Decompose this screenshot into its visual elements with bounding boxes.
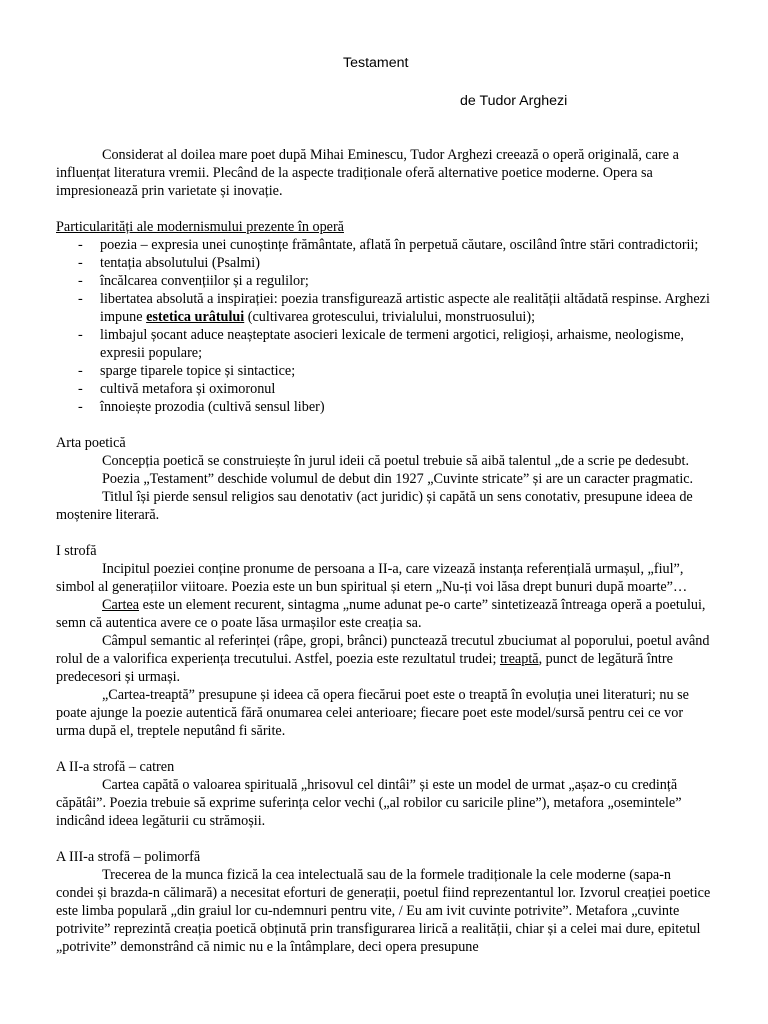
list-item: - poezia – expresia unei cunoștințe frământate, aflată în perpetuă căutare, oscilând între stări contradictorii; (100, 236, 712, 254)
strofa3-heading: A III-a strofă – polimorfă (56, 849, 201, 865)
paragraph-text: , punct de legătură între predecesori și urmași. (56, 651, 673, 685)
strofa1-heading: I strofă (56, 543, 97, 559)
strofa3-paragraph: Trecerea de la munca fizică la cea intelectuală sau de la formele tradiționale la cele moderne (sapa-n condei și brazda-n călimară) a necesitat eforturi de generații, poetul fiind reprezentantul lor. Izvorul creației poetice este limba populară „din graiul lor cu-ndemnuri pentru vite, / Eu am ivit cuvinte potrivite”. Metafora „cuvinte potrivite” reprezintă creația poetică obținută prin transfigurarea lirică a realității, chiar și a celei mai dure, epitetul „potrivite” demonstrând că nimic nu e la întâmplare, deci opera presupune (56, 867, 711, 955)
cartea-underlined: Cartea (102, 597, 140, 613)
arta-paragraph: Titlul își pierde sensul religios sau denotativ (act juridic) și capătă un sens conotativ, presupune ideea de moștenire literară. (56, 489, 693, 523)
estetica-uratului-emphasis: estetica urâtului (146, 309, 245, 325)
strofa1-paragraph (56, 632, 712, 686)
doc-author: de Tudor Arghezi (460, 93, 568, 109)
strofa2-heading: A II-a strofă – catren (56, 759, 175, 775)
strofa2-paragraph: Cartea capătă o valoarea spirituală „hrisovul cel dintâi” și este un model de urmat „așaz-o cu credință căpătâi”. Poezia trebuie să exprime suferința celor vechi („al robilor cu saricile pline”), metafora „osemintele” indicând ideea legăturii cu strămoșii. (56, 777, 682, 829)
list-item: - limbajul șocant aduce neașteptate asocieri lexicale de termeni argotici, religioși, arhaisme, neologisme, expresii populare; (100, 326, 712, 362)
list-item: - încălcarea convențiilor și a regulilor; (100, 272, 712, 290)
treapta-underlined: treaptă (499, 651, 539, 667)
arta-paragraph: Poezia „Testament” deschide volumul de debut din 1927 „Cuvinte stricate” și are un caracter pragmatic. (102, 471, 694, 487)
list-item (100, 290, 712, 326)
intro-paragraph: Considerat al doilea mare poet după Mihai Eminescu, Tudor Arghezi creează o operă originală, care a influențat literatura vremii. Plecând de la aspecte tradiționale oferă alternative poetice moderne. Opera sa impresionează prin varietate și inovație. (56, 147, 679, 199)
arta-heading: Arta poetică (56, 435, 126, 451)
modernism-list (56, 236, 712, 416)
list-item: - sparge tiparele topice și sintactice; (100, 362, 712, 380)
list-item-text: libertatea absolută a inspirației: poezia transfigurează artistic aspecte ale realității altădată respinse. Arghezi impune (100, 291, 710, 325)
strofa1-paragraph: Incipitul poeziei conține pronume de persoana a II-a, care vizează instanța referențială urmașul, „fiul”, simbol al generațiilor viitoare. Poezia este un bun spiritual și etern „Nu-ți voi lăsa drept bunuri după moarte”… (56, 561, 688, 595)
strofa1-paragraph: „Cartea-treaptă” presupune și ideea că opera fiecărui poet este o treaptă în evoluția unei literaturi; nu se poate ajunge la poezie autentică fără onumarea celei anterioare; fiecare poet este model/sursă pentru cei ce vor urma după el, treptele neputând fi sărite. (56, 687, 689, 739)
modernism-heading: Particularități ale modernismului prezente în operă (56, 219, 344, 235)
list-item: - tentația absolutului (Psalmi) (100, 254, 712, 272)
list-item: - cultivă metafora și oximoronul (100, 380, 712, 398)
list-item: - înnoiește prozodia (cultivă sensul liber) (100, 398, 712, 416)
paragraph-text: este un element recurent, sintagma „nume adunat pe-o carte” sintetizează întreaga operă a poetului, semn că autentica avere ce o poate lăsa urmașilor este creația sa. (56, 597, 706, 631)
arta-paragraph: Concepția poetică se construiește în jurul ideii că poetul trebuie să aibă talentul „de a scrie pe dedesubt. (102, 453, 689, 469)
doc-body (56, 146, 712, 956)
strofa1-paragraph (56, 596, 712, 632)
list-item-text: (cultivarea grotescului, trivialului, monstruosului); (244, 309, 536, 325)
paragraph-text: Câmpul semantic al referinței (râpe, gropi, brânci) punctează trecutul zbuciumat al poporului, poetul având rolul de a valorifica experiența trecutului. Astfel, poezia este rezultatul trudei; (56, 633, 710, 667)
doc-title: Testament (343, 55, 409, 71)
